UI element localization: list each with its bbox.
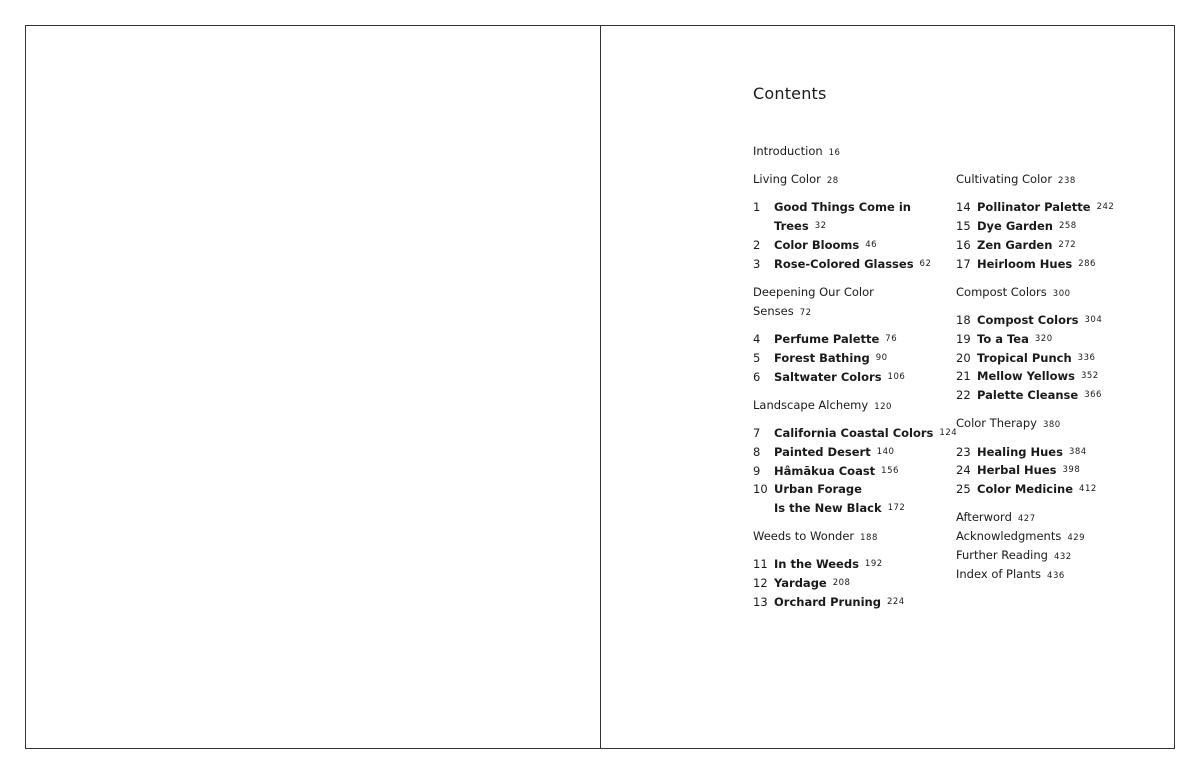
chapter-number: 2 (753, 237, 761, 252)
chapter-number: 19 (956, 331, 971, 346)
page-number: 436 (1047, 570, 1065, 581)
chapter-entry[interactable] (753, 349, 953, 368)
chapter-number: 7 (753, 425, 761, 440)
page-number: 28 (826, 176, 839, 187)
chapter-entry[interactable] (956, 198, 1156, 217)
chapter-entry[interactable] (753, 462, 953, 481)
page-number: 192 (864, 559, 883, 570)
part-title-text: Senses (753, 303, 794, 318)
chapter-title: Color Medicine (977, 482, 1074, 497)
left-page (25, 25, 601, 749)
chapter-title: Dye Garden (977, 218, 1053, 233)
right-parts (956, 170, 1156, 508)
spacer (753, 386, 953, 395)
chapter-title: Mellow Yellows (977, 369, 1075, 384)
chapter-title: Trees (774, 219, 809, 234)
page-number: 90 (875, 352, 888, 363)
spacer (753, 321, 953, 330)
chapter-entry[interactable] (956, 386, 1156, 405)
chapter-title: Tropical Punch (977, 350, 1072, 365)
chapter-entry[interactable] (956, 443, 1156, 462)
chapter-title: Color Blooms (774, 237, 860, 252)
part-title-text: Cultivating Color (956, 172, 1053, 186)
chapter-entry[interactable] (956, 461, 1156, 480)
toc-entry-back-matter[interactable] (956, 508, 1156, 527)
page-number: 380 (1042, 420, 1061, 431)
toc-entry-back-matter[interactable] (956, 527, 1156, 546)
toc-part (753, 170, 953, 283)
chapter-number: 20 (956, 350, 971, 365)
chapter-entry[interactable] (956, 349, 1156, 368)
page-number: 124 (939, 427, 958, 438)
chapter-title: Palette Cleanse (977, 388, 1079, 403)
page-number: 208 (832, 578, 851, 589)
page-number: 120 (874, 401, 892, 412)
spacer (753, 189, 953, 198)
page-number: 429 (1067, 533, 1086, 544)
page-number: 366 (1084, 390, 1102, 401)
part-title[interactable] (753, 396, 953, 415)
page-number: 188 (860, 533, 878, 544)
chapter-title: Healing Hues (977, 444, 1063, 459)
chapter-entry[interactable] (753, 330, 953, 349)
spacer (956, 405, 1156, 414)
spacer (956, 273, 1156, 282)
toc-part (956, 283, 1156, 415)
chapter-title: Zen Garden (977, 237, 1053, 252)
entry-label: Further Reading (956, 547, 1048, 562)
chapter-entry[interactable] (753, 217, 953, 236)
part-title[interactable] (753, 170, 953, 189)
chapter-title: Pollinator Palette (977, 200, 1091, 215)
chapter-title: To a Tea (977, 331, 1029, 346)
chapter-entry[interactable] (753, 368, 953, 387)
page-number: 398 (1062, 465, 1081, 476)
chapter-number: 13 (753, 595, 768, 610)
page-number: 140 (876, 446, 895, 457)
page-number: 286 (1078, 258, 1096, 269)
chapter-number: 6 (753, 369, 761, 384)
part-title[interactable] (753, 302, 953, 321)
chapter-title: Compost Colors (977, 312, 1079, 327)
part-title-text: Deepening Our Color (753, 284, 874, 299)
chapter-number: 10 (753, 482, 768, 497)
chapter-title: Herbal Hues (977, 463, 1057, 478)
page-number: 384 (1068, 446, 1087, 457)
entry-label: Introduction (753, 144, 823, 158)
chapter-number: 11 (753, 557, 768, 572)
toc-right-column (956, 170, 1156, 583)
part-title[interactable] (956, 283, 1156, 302)
chapter-entry[interactable] (956, 311, 1156, 330)
chapter-entry[interactable] (753, 424, 958, 443)
chapter-entry[interactable] (753, 255, 953, 274)
toc-left-column (753, 142, 958, 621)
chapter-entry[interactable] (956, 480, 1156, 499)
chapter-title: Orchard Pruning (774, 595, 881, 610)
toc-part (753, 527, 953, 621)
page-number: 156 (881, 465, 899, 476)
page-number: 242 (1096, 202, 1115, 213)
page-number: 106 (887, 371, 906, 382)
spacer (753, 518, 953, 527)
chapter-number: 4 (753, 331, 761, 346)
chapter-title: Forest Bathing (774, 350, 870, 365)
page-number: 72 (799, 307, 812, 318)
chapter-entry[interactable] (753, 499, 953, 518)
toc-part (753, 283, 953, 396)
page-number: 304 (1084, 314, 1103, 325)
chapter-entry[interactable] (753, 555, 953, 574)
part-title-text: Landscape Alchemy (753, 397, 869, 412)
entry-label: Acknowledgments (956, 529, 1062, 544)
page-title: Contents (753, 84, 827, 103)
spacer (753, 415, 953, 424)
chapter-number: 17 (956, 256, 971, 271)
part-title-text: Color Therapy (956, 416, 1037, 431)
toc-part (956, 170, 1156, 283)
chapter-title: Hâmākua Coast (774, 463, 876, 478)
spacer (956, 302, 1156, 311)
chapter-number: 21 (956, 369, 971, 384)
chapter-entry[interactable] (753, 198, 953, 217)
part-title-text: Weeds to Wonder (753, 529, 855, 544)
chapter-number: 25 (956, 482, 971, 497)
part-title-text: Living Color (753, 172, 821, 187)
chapter-entry[interactable] (753, 480, 953, 499)
spacer (753, 274, 953, 283)
chapter-title: In the Weeds (774, 557, 859, 572)
page-number: 258 (1058, 220, 1077, 231)
chapter-number: 22 (956, 388, 971, 403)
chapter-title: Good Things Come in (774, 200, 911, 215)
page-number: 32 (814, 221, 827, 232)
page-number: 412 (1079, 484, 1097, 495)
chapter-title: Saltwater Colors (774, 369, 882, 384)
page-number: 16 (828, 148, 841, 158)
chapter-entry[interactable] (956, 217, 1156, 236)
toc-entry-back-matter[interactable] (956, 546, 1156, 565)
spacer (956, 433, 1156, 442)
chapter-entry[interactable] (956, 255, 1156, 274)
chapter-title: Is the New Black (774, 501, 882, 516)
spacer (956, 499, 1156, 508)
chapter-number: 9 (753, 463, 761, 478)
chapter-entry[interactable] (753, 593, 953, 612)
page-number: 238 (1058, 176, 1076, 186)
back-matter (956, 508, 1156, 583)
page-number: 427 (1017, 514, 1036, 525)
entry-label: Index of Plants (956, 566, 1042, 581)
chapter-number: 18 (956, 312, 971, 327)
chapter-title: Painted Desert (774, 444, 871, 459)
part-title[interactable] (753, 527, 953, 546)
page-number: 432 (1053, 551, 1072, 562)
chapter-entry[interactable] (956, 330, 1156, 349)
page-number: 62 (919, 258, 932, 269)
chapter-number: 14 (956, 200, 971, 215)
chapter-title: Heirloom Hues (977, 256, 1073, 271)
page-number: 320 (1034, 333, 1053, 344)
chapter-entry[interactable] (956, 367, 1156, 386)
chapter-number: 23 (956, 444, 971, 459)
page-number: 172 (887, 503, 906, 514)
chapter-number: 8 (753, 444, 761, 459)
toc-entry-back-matter[interactable] (956, 565, 1156, 584)
left-parts (753, 170, 958, 621)
toc-part (956, 414, 1156, 508)
chapter-number: 24 (956, 463, 971, 478)
spacer (956, 189, 1156, 198)
chapter-number: 5 (753, 350, 761, 365)
toc-part (753, 396, 958, 528)
chapter-entry[interactable] (753, 443, 953, 462)
chapter-title: Yardage (774, 576, 827, 591)
part-title-text: Compost Colors (956, 284, 1047, 299)
spacer (753, 612, 953, 621)
chapter-number: 16 (956, 237, 971, 252)
chapter-entry[interactable] (956, 236, 1156, 255)
toc-entry-introduction[interactable] (753, 142, 953, 161)
chapter-number: 3 (753, 256, 761, 271)
chapter-title: Rose-Colored Glasses (774, 256, 914, 271)
page-number: 336 (1077, 352, 1096, 363)
spacer (753, 546, 953, 555)
chapter-entry[interactable] (753, 574, 953, 593)
page-number: 352 (1080, 371, 1099, 382)
entry-label: Afterword (956, 510, 1012, 525)
chapter-entry[interactable] (753, 236, 953, 255)
chapter-number: 15 (956, 218, 971, 233)
page-number: 46 (865, 239, 878, 250)
part-title[interactable] (956, 414, 1156, 433)
chapter-number: 1 (753, 200, 761, 215)
chapter-title: Perfume Palette (774, 331, 880, 346)
page-number: 300 (1052, 288, 1071, 299)
part-title[interactable] (956, 170, 1156, 189)
page-number: 76 (885, 333, 898, 344)
chapter-title: California Coastal Colors (774, 425, 934, 440)
chapter-number: 12 (753, 576, 768, 591)
page-number: 272 (1058, 239, 1077, 250)
chapter-title: Urban Forage (774, 482, 862, 497)
page-number: 224 (886, 597, 905, 608)
part-title[interactable] (753, 283, 953, 302)
